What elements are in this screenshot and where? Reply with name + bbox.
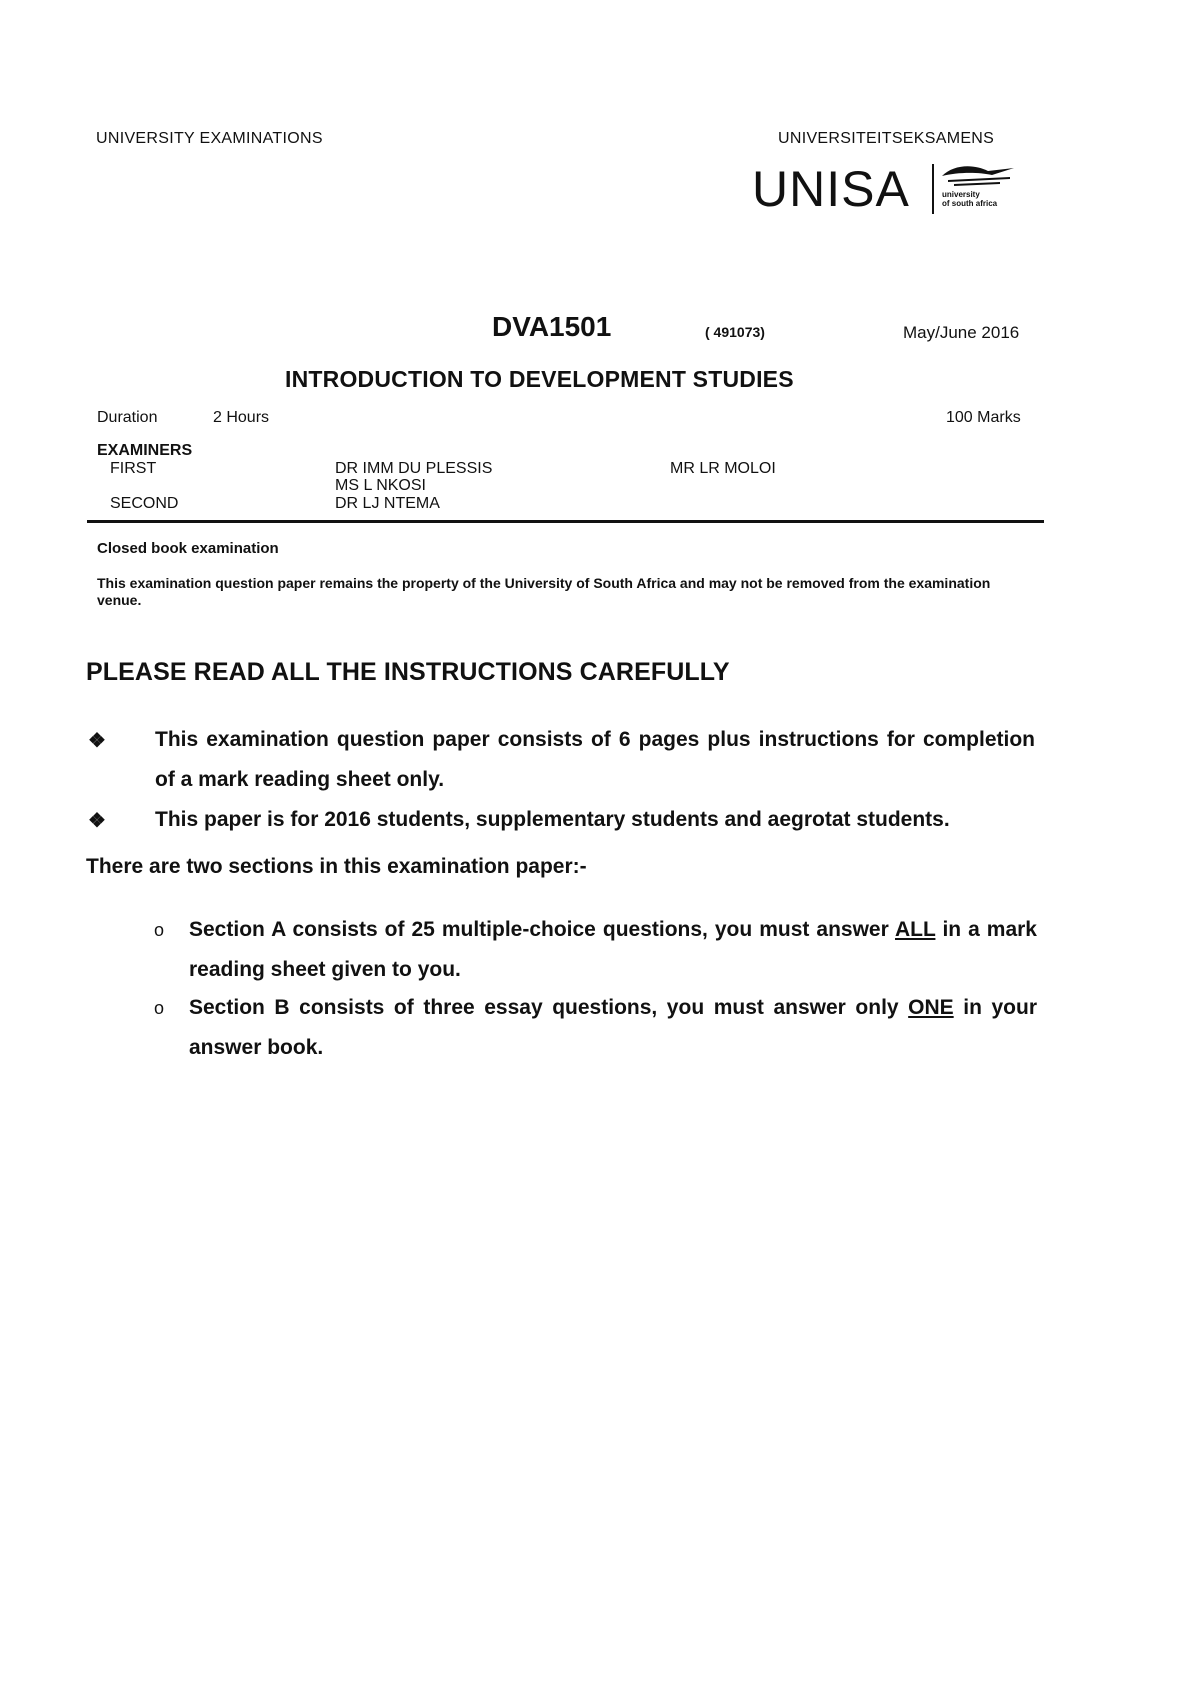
circle-bullet-icon: o bbox=[154, 920, 165, 940]
section-a-instruction bbox=[189, 910, 1037, 990]
instruction-item: This examination question paper consists of 6 pages plus instructions for completion of a mark reading sheet only. bbox=[155, 728, 1035, 791]
header-rule bbox=[87, 520, 1044, 523]
header-left: UNIVERSITY EXAMINATIONS bbox=[96, 130, 323, 147]
total-marks: 100 Marks bbox=[946, 409, 1021, 426]
section-a-emphasis: ALL bbox=[894, 918, 936, 941]
logo-tagline bbox=[942, 190, 997, 208]
section-b-emphasis: ONE bbox=[908, 996, 954, 1019]
examiners-first-label: FIRST bbox=[110, 460, 157, 477]
logo-bird-icon bbox=[940, 162, 1016, 192]
instruction-item: This paper is for 2016 students, supplementary students and aegrotat students. bbox=[155, 808, 950, 831]
paper-number: ( 491073) bbox=[705, 324, 765, 340]
section-b-text-end: in your answer book. bbox=[189, 996, 1037, 1059]
exam-date: May/June 2016 bbox=[903, 323, 1020, 342]
logo-tag-line-1: university bbox=[942, 190, 980, 199]
unisa-logo bbox=[752, 160, 1032, 218]
header-right: UNIVERSITEITSEKSAMENS bbox=[778, 130, 995, 147]
diamond-bullet-icon: ❖ bbox=[88, 810, 106, 832]
section-b-instruction bbox=[189, 988, 1037, 1068]
examiners-heading: EXAMINERS bbox=[97, 442, 193, 459]
property-note: This examination question paper remains the property of the University of South Africa and may not be removed from the examination venue. bbox=[97, 575, 991, 608]
section-b-text: Section B consists of three essay questions, you must answer only bbox=[189, 996, 909, 1019]
sections-intro: There are two sections in this examination paper:- bbox=[86, 855, 587, 878]
duration-label: Duration bbox=[97, 409, 158, 426]
logo-word: UNISA bbox=[752, 161, 910, 217]
examiner-name: MS L NKOSI bbox=[335, 477, 426, 494]
circle-bullet-icon: o bbox=[154, 998, 165, 1018]
closed-book-note: Closed book examination bbox=[97, 540, 279, 557]
section-a-text-end: in a mark reading sheet given to you. bbox=[189, 918, 1037, 981]
instructions-heading: PLEASE READ ALL THE INSTRUCTIONS CAREFULLY bbox=[86, 658, 730, 686]
diamond-bullet-icon: ❖ bbox=[88, 730, 106, 752]
examiner-name: DR LJ NTEMA bbox=[335, 495, 440, 512]
examiners-second-label: SECOND bbox=[110, 495, 179, 512]
course-title: INTRODUCTION TO DEVELOPMENT STUDIES bbox=[285, 366, 794, 392]
logo-divider bbox=[932, 164, 934, 214]
examiner-name: DR IMM DU PLESSIS bbox=[335, 460, 493, 477]
course-code: DVA1501 bbox=[492, 311, 612, 342]
examiner-name: MR LR MOLOI bbox=[670, 460, 776, 477]
logo-tag-line-2: of south africa bbox=[942, 199, 998, 208]
duration-value: 2 Hours bbox=[213, 409, 270, 426]
section-a-text: Section A consists of 25 multiple-choice questions, you must answer bbox=[189, 918, 895, 941]
